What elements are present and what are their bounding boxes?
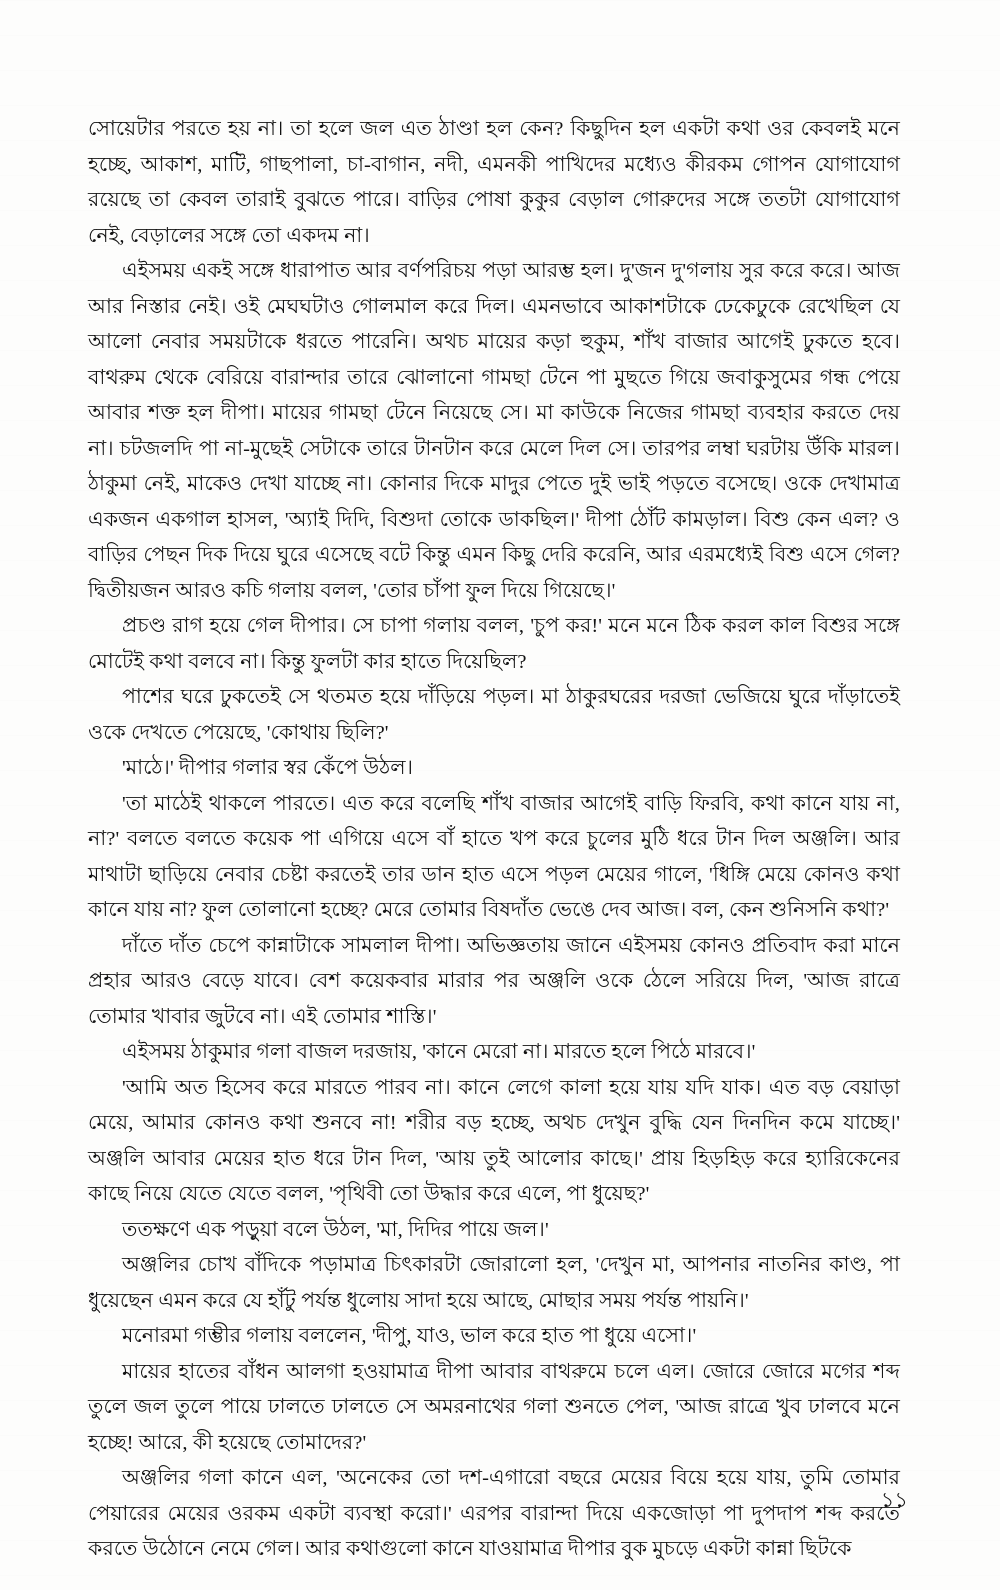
paragraph: অঞ্জলির চোখ বাঁদিকে পড়ামাত্র চিৎকারটা জোরালো হল, 'দেখুন মা, আপনার নাতনির কাণ্ড, পা ধুয়েছেন এমন করে যে হাঁটু পর্যন্ত ধুলোয় সাদা হয়ে আছে, মোছার সময় পর্যন্ত পায়নি।' xyxy=(88,1254,900,1312)
paragraph: দাঁতে দাঁত চেপে কান্নাটাকে সামলাল দীপা। অভিজ্ঞতায় জানে এইসময় কোনও প্রতিবাদ করা মানে প্রহার আরও বেড়ে যাবে। বেশ কয়েকবার মারার পর অঞ্জলি ওকে ঠেলে সরিয়ে দিল, 'আজ রাত্রে তোমার খাবার জুটবে না। এই তোমার শাস্তি।' xyxy=(88,934,900,1028)
paragraph: পাশের ঘরে ঢুকতেই সে থতমত হয়ে দাঁড়িয়ে পড়ল। মা ঠাকুরঘরের দরজা ভেজিয়ে ঘুরে দাঁড়াতেই ওকে দেখতে পেয়েছে, 'কোথায় ছিলি?' xyxy=(88,686,900,744)
paragraph: সোয়েটার পরতে হয় না। তা হলে জল এত ঠাণ্ডা হল কেন? কিছুদিন হল একটা কথা ওর কেবলই মনে হচ্ছে, আকাশ, মাটি, গাছপালা, চা-বাগান, নদী, এমনকী পাখিদের মধ্যেও কীরকম গোপন যোগাযোগ রয়েছে তা কেবল তারাই বুঝতে পারে। বাড়ির পোষা কুকুর বেড়াল গোরুদের সঙ্গে ততটা যোগাযোগ নেই, বেড়ালের সঙ্গে তো একদম না। xyxy=(88,118,900,247)
paragraph: ততক্ষণে এক পড়ুয়া বলে উঠল, 'মা, দিদির পায়ে জল।' xyxy=(122,1218,549,1241)
paragraph: এইসময় ঠাকুমার গলা বাজল দরজায়, 'কানে মেরো না। মারতে হলে পিঠে মারবে।' xyxy=(122,1041,756,1063)
paragraph: এইসময় একই সঙ্গে ধারাপাত আর বর্ণপরিচয় পড়া আরম্ভ হল। দু'জন দু'গলায় সুর করে করে। আজ আর নিস্তার নেই। ওই মেঘঘটাও গোলমাল করে দিল। এমনভাবে আকাশটাকে ঢেকেঢুকে রেখেছিল যে আলো নেবার সময়টাকে ধরতে পারেনি। অথচ মায়ের কড়া হুকুম, শাঁখ বাজার আগেই ঢুকতে হবে। বাথরুম থেকে বেরিয়ে বারান্দার তারে ঝোলানো গামছা টেনে পা মুছতে গিয়ে জবাকুসুমের গন্ধ পেয়ে আবার শক্ত হল দীপা। মায়ের গামছা টেনে নিয়েছে সে। মা কাউকে নিজের গামছা ব্যবহার করতে দেয় না। চটজলদি পা না-মুছেই সেটাকে তারে টানটান করে মেলে দিল সে। তারপর লম্বা ঘরটায় উঁকি মারল। ঠাকুমা নেই, মাকেও দেখা যাচ্ছে না। কোনার দিকে মাদুর পেতে দুই ভাই পড়তে বসেছে। ওকে দেখামাত্র একজন একগাল হাসল, 'অ্যাই দিদি, বিশুদা তোকে ডাকছিল।' দীপা ঠোঁট কামড়াল। বিশু কেন এল? ও বাড়ির পেছন দিক দিয়ে ঘুরে এসেছে বটে কিন্তু এমন কিছু দেরি করেনি, আর এরমধ্যেই বিশু এসে গেল? দ্বিতীয়জন আরও কচি গলায় বলল, 'তোর চাঁপা ফুল দিয়ে গিয়েছে।' xyxy=(88,260,900,602)
paragraph: 'তা মাঠেই থাকলে পারতে। এত করে বলেছি শাঁখ বাজার আগেই বাড়ি ফিরবি, কথা কানে যায় না, না?' বলতে বলতে কয়েক পা এগিয়ে এসে বাঁ হাতে খপ করে চুলের মুঠি ধরে টান দিল অঞ্জলি। আর মাথাটা ছাড়িয়ে নেবার চেষ্টা করতেই তার ডান হাত এসে পড়ল মেয়ের গালে, 'ধিঙ্গি মেয়ে কোনও কথা কানে যায় না? ফুল তোলানো হচ্ছে? মেরে তোমার বিষদাঁত ভেঙে দেব আজ। বল, কেন শুনিসনি কথা?' xyxy=(88,792,900,921)
paragraph: অঞ্জলির গলা কানে এল, 'অনেকের তো দশ-এগারো বছরে মেয়ের বিয়ে হয়ে যায়, তুমি তোমার পেয়ারের মেয়ের ওরকম একটা ব্যবস্থা করো।' এরপর বারান্দা দিয়ে একজোড়া পা দুপদাপ শব্দ করতে করতে উঠোনে নেমে গেল। আর কথাগুলো কানে যাওয়ামাত্র দীপার বুক মুচড়ে একটা কান্না ছিটকে xyxy=(88,1467,900,1560)
paragraph: মনোরমা গম্ভীর গলায় বললেন, 'দীপু, যাও, ভাল করে হাত পা ধুয়ে এসো।' xyxy=(122,1325,697,1347)
paragraph: 'আমি অত হিসেব করে মারতে পারব না। কানে লেগে কালা হয়ে যায় যদি যাক। এত বড় বেয়াড়া মেয়ে, আমার কোনও কথা শুনবে না! শরীর বড় হচ্ছে, অথচ দেখুন বুদ্ধি যেন দিনদিন কমে যাচ্ছে।' অঞ্জলি আবার মেয়ের হাত ধরে টান দিল, 'আয় তুই আলোর কাছে।' প্রায় হিড়হিড় করে হ্যারিকেনের কাছে নিয়ে যেতে যেতে বলল, 'পৃথিবী তো উদ্ধার করে এলে, পা ধুয়েছ?' xyxy=(88,1076,900,1205)
page-number: ১১ xyxy=(880,1488,908,1512)
paragraph: প্রচণ্ড রাগ হয়ে গেল দীপার। সে চাপা গলায় বলল, 'চুপ কর!' মনে মনে ঠিক করল কাল বিশুর সঙ্গে মোটেই কথা বলবে না। কিন্তু ফুলটা কার হাতে দিয়েছিল? xyxy=(88,615,900,673)
body-text-column xyxy=(88,112,900,1568)
paragraph: 'মাঠে।' দীপার গলার স্বর কেঁপে উঠল। xyxy=(122,757,414,779)
paragraph: মায়ের হাতের বাঁধন আলগা হওয়ামাত্র দীপা আবার বাথরুমে চলে এল। জোরে জোরে মগের শব্দ তুলে জল তুলে পায়ে ঢালতে ঢালতে সে অমরনাথের গলা শুনতে পেল, 'আজ রাত্রে খুব ঢালবে মনে হচ্ছে! আরে, কী হয়েছে তোমাদের?' xyxy=(88,1360,900,1454)
